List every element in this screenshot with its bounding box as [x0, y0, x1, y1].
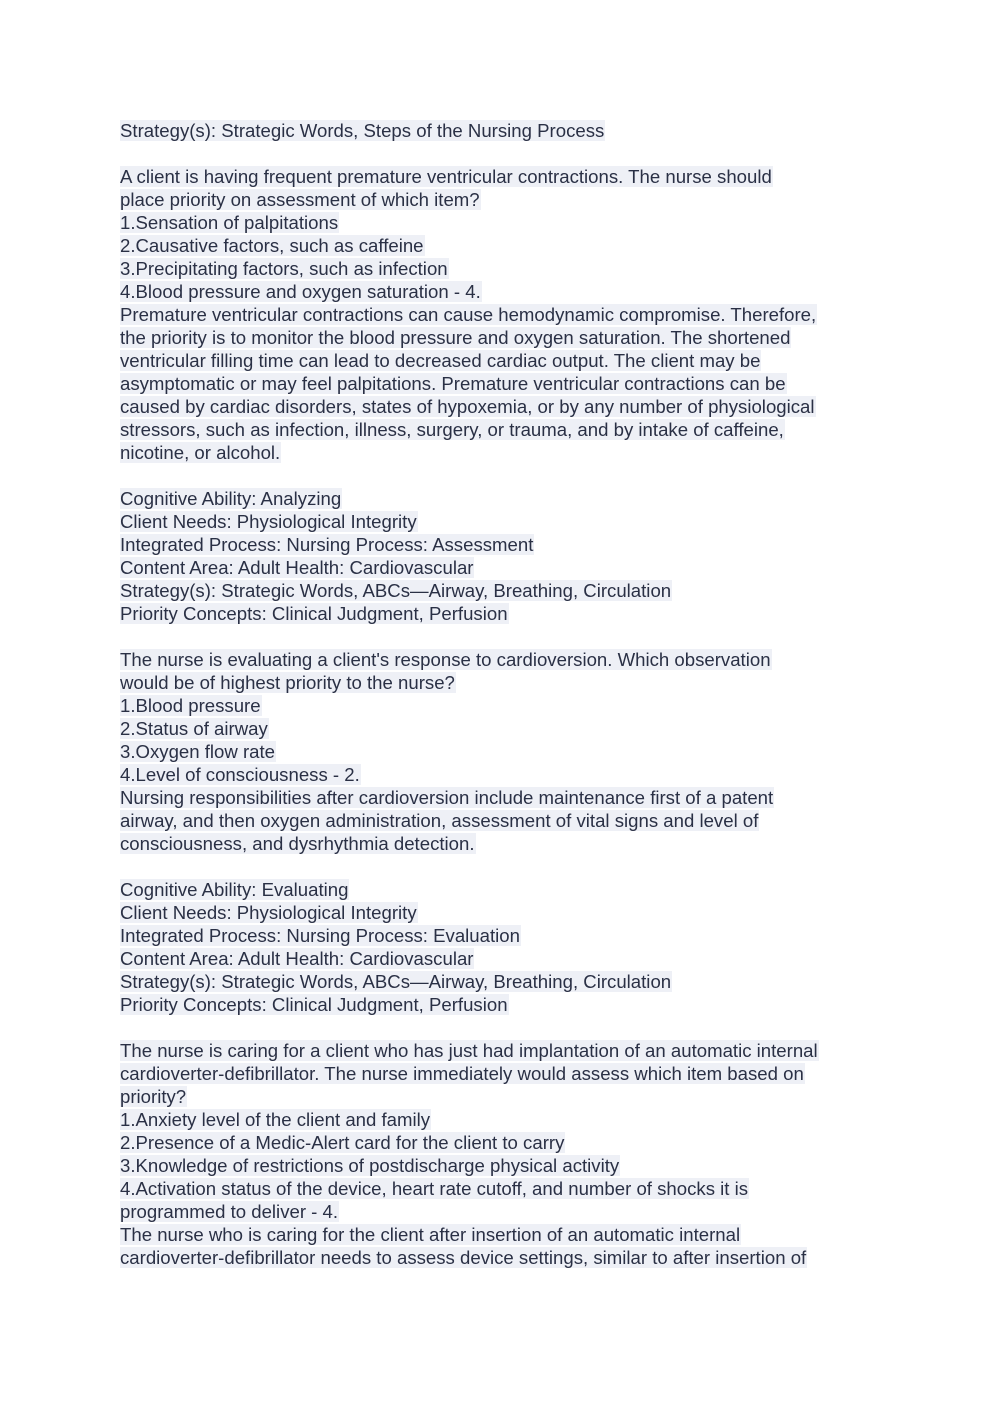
answer-option: 2.Causative factors, such as caffeine — [120, 235, 424, 256]
rationale-line: cardioverter-defibrillator needs to assess device settings, similar to after insertion of — [120, 1247, 807, 1268]
meta-line: Cognitive Ability: Evaluating — [120, 879, 349, 900]
answer-option: 1.Anxiety level of the client and family — [120, 1109, 431, 1130]
rationale-line: ventricular filling time can lead to decreased cardiac output. The client may be — [120, 350, 761, 371]
paragraph-gap — [120, 142, 900, 165]
answer-option: 1.Sensation of palpitations — [120, 212, 339, 233]
question-stem-line: A client is having frequent premature ventricular contractions. The nurse should — [120, 166, 772, 187]
meta-line: Integrated Process: Nursing Process: Assessment — [120, 534, 534, 555]
rationale-line: nicotine, or alcohol. — [120, 442, 281, 463]
question-3 — [120, 1039, 900, 1269]
answer-option: 3.Oxygen flow rate — [120, 741, 276, 762]
answer-option: 4.Level of consciousness - 2. — [120, 764, 360, 785]
answer-option: 4.Activation status of the device, heart rate cutoff, and number of shocks it is — [120, 1178, 749, 1199]
rationale-line: asymptomatic or may feel palpitations. Premature ventricular contractions can be — [120, 373, 786, 394]
paragraph-gap — [120, 625, 900, 648]
question-stem-line: priority? — [120, 1086, 187, 1107]
meta-line: Integrated Process: Nursing Process: Evaluation — [120, 925, 520, 946]
question-stem-line: would be of highest priority to the nurse? — [120, 672, 455, 693]
meta-line: Strategy(s): Strategic Words, ABCs—Airway, Breathing, Circulation — [120, 580, 672, 601]
question-2 — [120, 648, 900, 1016]
answer-option: 4.Blood pressure and oxygen saturation - 4. — [120, 281, 481, 302]
meta-line: Content Area: Adult Health: Cardiovascular — [120, 948, 474, 969]
meta-line: Strategy(s): Strategic Words, ABCs—Airway, Breathing, Circulation — [120, 971, 672, 992]
rationale-line: Premature ventricular contractions can cause hemodynamic compromise. Therefore, — [120, 304, 817, 325]
question-stem-line: place priority on assessment of which item? — [120, 189, 480, 210]
document-page — [120, 119, 900, 1269]
question-stem-line: cardioverter-defibrillator. The nurse immediately would assess which item based on — [120, 1063, 804, 1084]
rationale-line: The nurse who is caring for the client after insertion of an automatic internal — [120, 1224, 741, 1245]
meta-line: Client Needs: Physiological Integrity — [120, 902, 417, 923]
rationale-line: the priority is to monitor the blood pressure and oxygen saturation. The shortened — [120, 327, 791, 348]
answer-option: programmed to deliver - 4. — [120, 1201, 339, 1222]
answer-option: 2.Status of airway — [120, 718, 268, 739]
paragraph-gap — [120, 464, 900, 487]
rationale-line: Nursing responsibilities after cardioversion include maintenance first of a patent — [120, 787, 774, 808]
rationale-line: airway, and then oxygen administration, assessment of vital signs and level of — [120, 810, 759, 831]
meta-line: Content Area: Adult Health: Cardiovascular — [120, 557, 474, 578]
strategy-line: Strategy(s): Strategic Words, Steps of the Nursing Process — [120, 120, 605, 141]
question-1 — [120, 165, 900, 625]
rationale-line: stressors, such as infection, illness, surgery, or trauma, and by intake of caffeine, — [120, 419, 784, 440]
answer-option: 3.Knowledge of restrictions of postdischarge physical activity — [120, 1155, 620, 1176]
meta-line: Client Needs: Physiological Integrity — [120, 511, 417, 532]
meta-line: Priority Concepts: Clinical Judgment, Perfusion — [120, 994, 508, 1015]
answer-option: 3.Precipitating factors, such as infection — [120, 258, 448, 279]
paragraph-gap — [120, 855, 900, 878]
rationale-line: consciousness, and dysrhythmia detection. — [120, 833, 475, 854]
rationale-line: caused by cardiac disorders, states of hypoxemia, or by any number of physiological — [120, 396, 815, 417]
question-stem-line: The nurse is evaluating a client's response to cardioversion. Which observation — [120, 649, 771, 670]
paragraph-gap — [120, 1016, 900, 1039]
meta-line: Priority Concepts: Clinical Judgment, Perfusion — [120, 603, 508, 624]
question-stem-line: The nurse is caring for a client who has just had implantation of an automatic internal — [120, 1040, 818, 1061]
answer-option: 1.Blood pressure — [120, 695, 261, 716]
answer-option: 2.Presence of a Medic-Alert card for the client to carry — [120, 1132, 565, 1153]
meta-line: Cognitive Ability: Analyzing — [120, 488, 342, 509]
